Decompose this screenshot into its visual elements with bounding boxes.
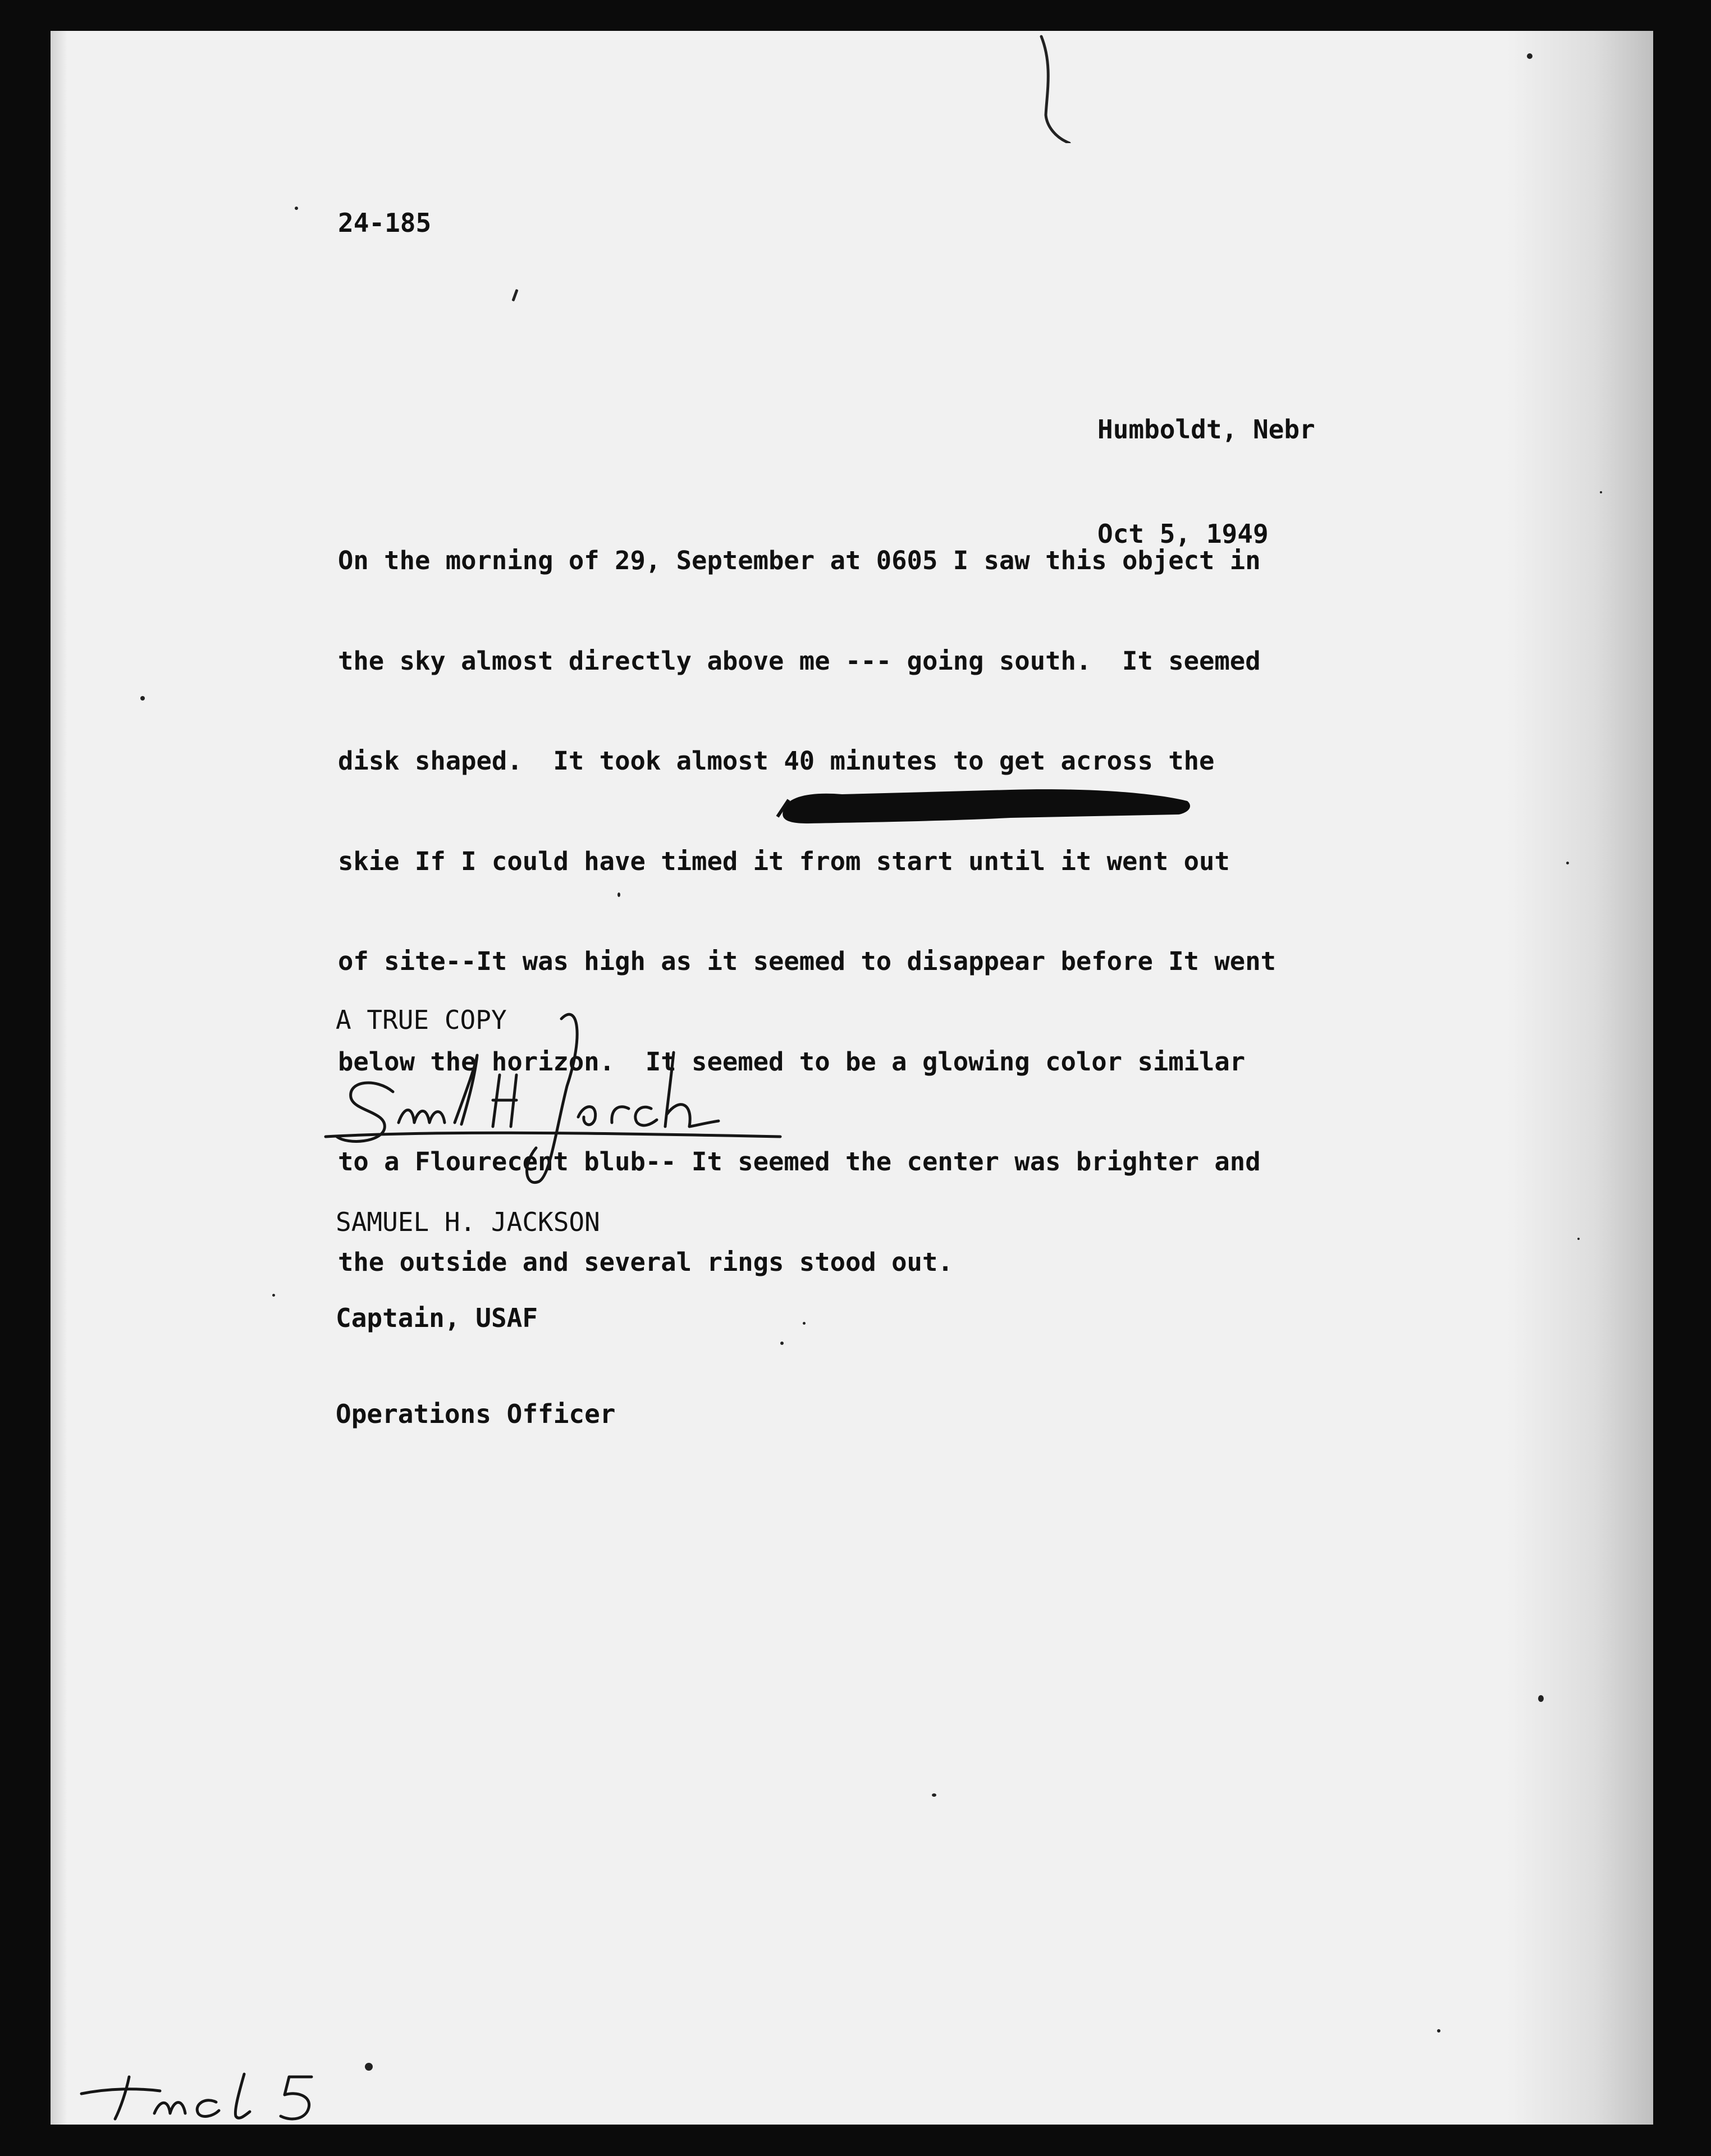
- page-left-shadow: [51, 31, 67, 2125]
- handwritten-enclosure-note: [76, 2060, 340, 2125]
- scan-speck: [1538, 1695, 1544, 1702]
- signatory-rank: Captain, USAF: [336, 1303, 538, 1333]
- date-line: Oct 5, 1949: [1097, 519, 1269, 549]
- scan-speck: [617, 892, 620, 897]
- page-right-edge-texture: [1507, 31, 1653, 2125]
- true-copy-attestation: A TRUE COPY: [336, 1005, 507, 1035]
- file-number: 24-185: [338, 208, 432, 238]
- scan-speck: [365, 2063, 373, 2071]
- signatory-title: Operations Officer: [336, 1399, 616, 1429]
- scan-speck: [511, 289, 518, 301]
- scan-speck: [803, 1322, 806, 1325]
- body-line: of site--It was high as it seemed to disappear before It went: [338, 946, 1276, 976]
- signature-block: [336, 1142, 616, 1494]
- scan-speck: [295, 207, 298, 210]
- scan-speck: [1577, 1238, 1580, 1240]
- body-line: On the morning of 29, September at 0605 I saw this object in: [338, 546, 1261, 575]
- body-line: skie If I could have timed it from start until it went out: [338, 846, 1230, 876]
- scan-speck: [1527, 53, 1532, 59]
- document-page: [51, 31, 1653, 2125]
- scan-speck: [1437, 2029, 1440, 2033]
- body-line: disk shaped. It took almost 40 minutes to get across the: [338, 746, 1215, 776]
- scan-speck: [1600, 491, 1602, 493]
- handwritten-mark-top: [1030, 31, 1081, 143]
- signatory-name: SAMUEL H. JACKSON: [336, 1207, 600, 1237]
- body-line: the sky almost directly above me --- going south. It seemed: [338, 646, 1261, 676]
- body-line: below the horizon. It seemed to be a glowing color similar: [338, 1046, 1246, 1077]
- scan-speck: [932, 1793, 936, 1797]
- scan-speck: [1566, 862, 1569, 864]
- scan-speck: [272, 1294, 275, 1297]
- place-line: Humboldt, Nebr: [1097, 414, 1315, 445]
- body-line: the outside and several rings stood out.: [338, 1247, 953, 1277]
- scan-speck: [780, 1342, 784, 1345]
- redaction-bar: [775, 777, 1196, 828]
- body-line: to a Flourecent blub-- It seemed the center was brighter and: [338, 1147, 1261, 1177]
- scan-speck: [140, 696, 145, 701]
